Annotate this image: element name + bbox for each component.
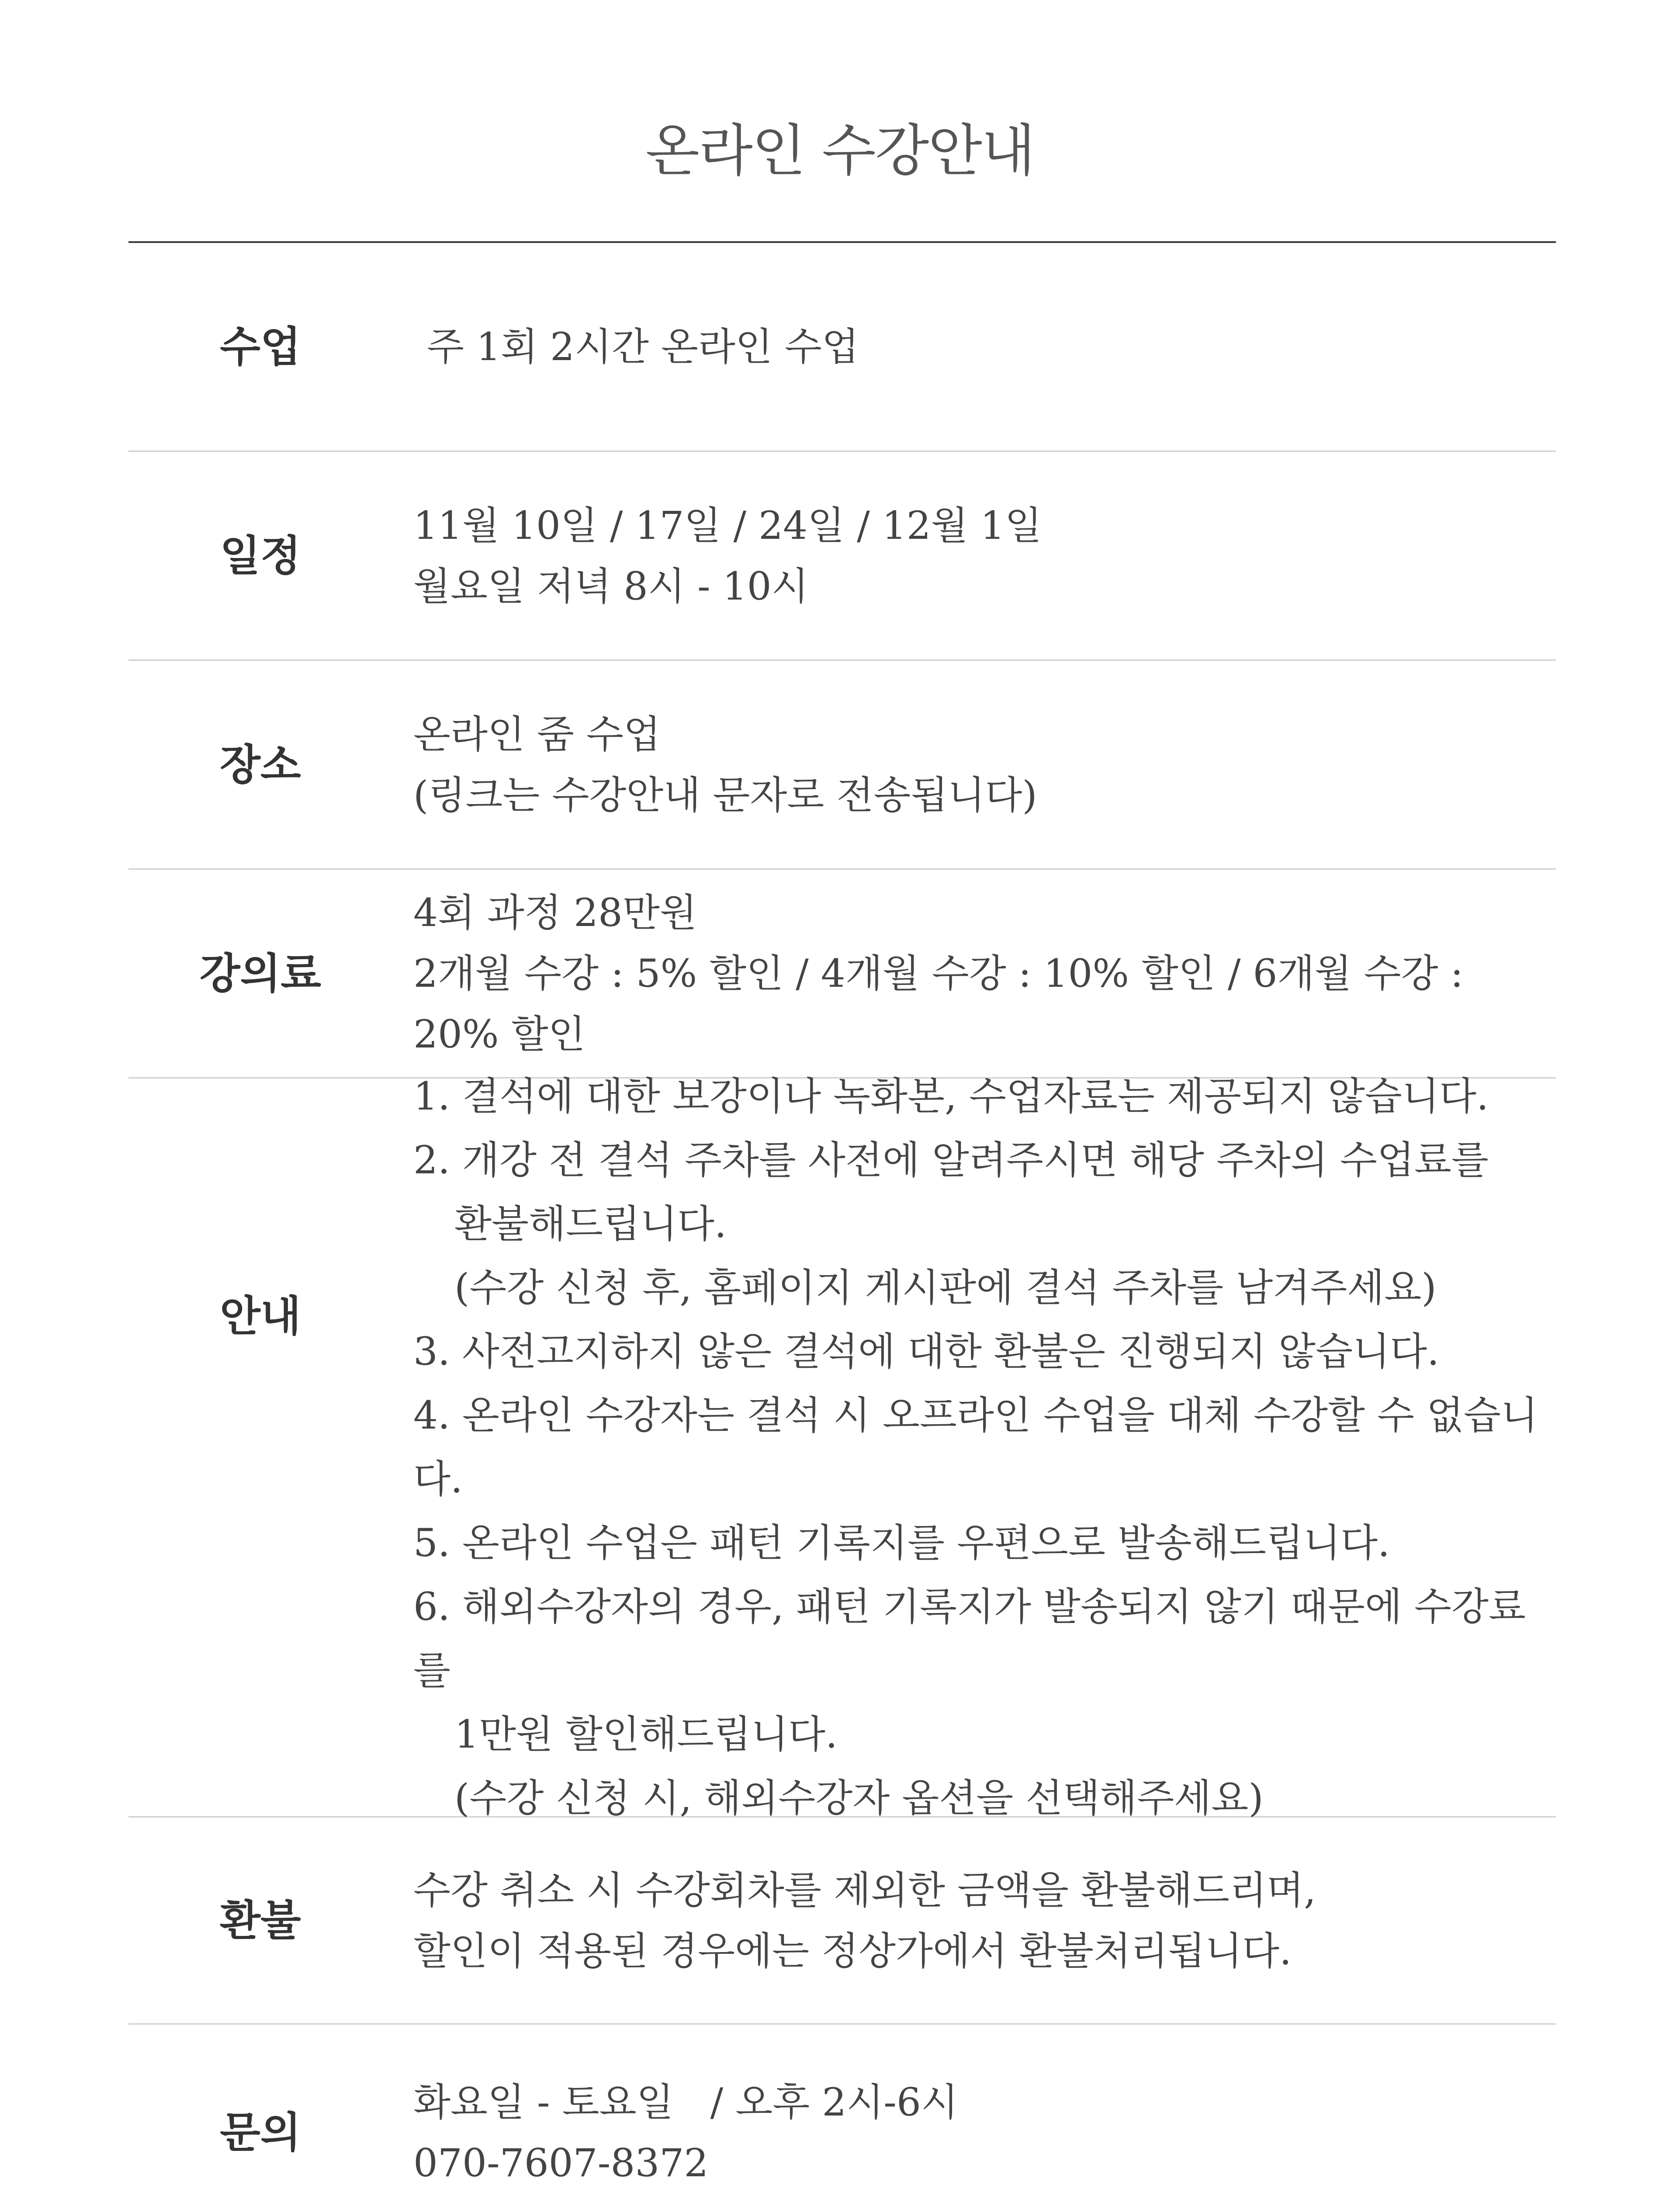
row-label: 안내 bbox=[220, 1291, 301, 1341]
notice-item: 4. 온라인 수강자는 결석 시 오프라인 수업을 대체 수강할 수 없습니다. bbox=[413, 1393, 1538, 1502]
notice-item-note: (수강 신청 시, 해외수강자 옵션을 선택해주세요) bbox=[454, 1776, 1264, 1821]
row-notice bbox=[128, 1074, 1556, 1821]
row-content bbox=[413, 316, 1556, 377]
row-label: 문의 bbox=[220, 2107, 301, 2157]
notice-item-continuation: 환불해드립니다. bbox=[454, 1201, 727, 1246]
info-table bbox=[128, 241, 1556, 2185]
notice-item-note: (수강 신청 후, 홈페이지 게시판에 결석 주차를 남겨주세요) bbox=[454, 1265, 1437, 1310]
contact-hours: 화요일 - 토요일 / 오후 2시-6시 bbox=[413, 2079, 958, 2125]
notice-item: 3. 사전고지하지 않은 결석에 대한 환불은 진행되지 않습니다. bbox=[413, 1329, 1439, 1374]
row-fee bbox=[128, 870, 1556, 1079]
row-schedule bbox=[128, 452, 1556, 661]
row-label: 환불 bbox=[220, 1895, 301, 1945]
row-contact bbox=[128, 2025, 1556, 2185]
notice-item: 6. 해외수강자의 경우, 패턴 기록지가 발송되지 않기 때문에 수강료를 bbox=[413, 1584, 1526, 1693]
row-content bbox=[413, 2072, 1556, 2185]
content-line: 수강 취소 시 수강회차를 제외한 금액을 환불해드리며, bbox=[413, 1867, 1316, 1913]
row-content bbox=[413, 882, 1556, 1065]
row-content bbox=[413, 495, 1556, 617]
row-refund bbox=[128, 1817, 1556, 2025]
page-title: 온라인 수강안내 bbox=[645, 118, 1035, 184]
row-label: 일정 bbox=[220, 531, 301, 580]
notice-item: 5. 온라인 수업은 패턴 기록지를 우편으로 발송해드립니다. bbox=[413, 1520, 1390, 1565]
notice-item: 1. 결석에 대한 보강이나 녹화본, 수업자료는 제공되지 않습니다. bbox=[413, 1074, 1489, 1119]
row-content bbox=[413, 1065, 1556, 1830]
contact-phone: 070-7607-8372 bbox=[413, 2140, 709, 2185]
content-line: 주 1회 2시간 온라인 수업 bbox=[427, 324, 859, 369]
content-line: 11월 10일 / 17일 / 24일 / 12월 1일 bbox=[413, 503, 1042, 548]
content-line: 할인이 적용된 경우에는 정상가에서 환불처리됩니다. bbox=[413, 1928, 1292, 1973]
content-line: 월요일 저녁 8시 - 10시 bbox=[413, 563, 809, 609]
notice-item-continuation: 1만원 할인해드립니다. bbox=[454, 1712, 838, 1757]
content-line: 4회 과정 28만원 bbox=[413, 890, 697, 935]
content-line: 온라인 줌 수업 bbox=[413, 711, 661, 757]
row-content bbox=[413, 704, 1556, 825]
row-label: 강의료 bbox=[199, 948, 322, 998]
row-content bbox=[413, 1860, 1556, 1981]
content-line: (링크는 수강안내 문자로 전송됩니다) bbox=[413, 772, 1037, 818]
row-class bbox=[128, 243, 1556, 452]
notice-item: 2. 개강 전 결석 주차를 사전에 알려주시면 해당 주차의 수업료를 bbox=[413, 1138, 1489, 1183]
row-location bbox=[128, 661, 1556, 870]
row-label: 장소 bbox=[220, 739, 301, 789]
row-label: 수업 bbox=[220, 322, 301, 371]
content-line: 2개월 수강 : 5% 할인 / 4개월 수강 : 10% 할인 / 6개월 수강 : 20% 할인 bbox=[413, 951, 1476, 1057]
